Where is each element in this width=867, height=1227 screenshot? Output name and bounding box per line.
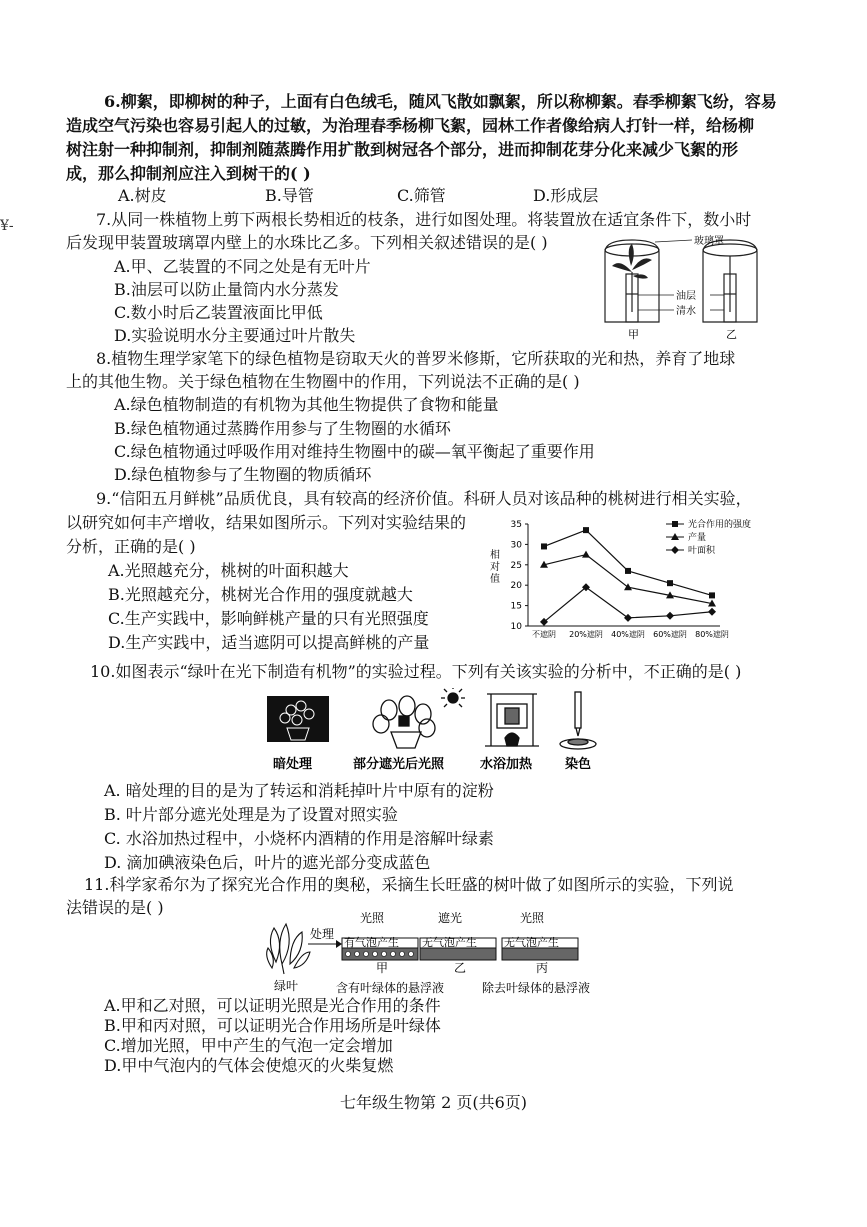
y-tick-label: 25 xyxy=(510,560,522,571)
step-water-bath-label: 水浴加热 xyxy=(480,757,533,772)
data-point-triangle xyxy=(624,583,632,590)
q9-line-1: 9.“信阳五月鲜桃”品质优良，具有较高的经济价值。科研人员对该品种的桃树进行相关实验， xyxy=(96,489,752,508)
y-tick-label: 20 xyxy=(510,581,522,592)
step-shading-label: 部分遮光后光照 xyxy=(353,757,445,772)
q6-option-b: B.导管 xyxy=(265,186,314,205)
bubble-icon xyxy=(391,952,396,957)
q9-line-3: 分析，正确的是( ) xyxy=(66,537,196,556)
bubble-icon xyxy=(346,952,351,957)
data-point-square xyxy=(672,521,678,527)
q7-option-a: A.甲、乙装置的不同之处是有无叶片 xyxy=(114,257,371,276)
x-tick-label: 60%遮阴 xyxy=(653,630,687,639)
tube-liquid xyxy=(420,948,496,960)
x-tick-label: 20%遮阴 xyxy=(569,630,603,639)
q9-option-c: C.生产实践中，影响鲜桃产量的只有光照强度 xyxy=(108,609,429,628)
q9-option-b: B.光照越充分，桃树光合作用的强度就越大 xyxy=(108,585,413,604)
q10-option-b: B. 叶片部分遮光处理是为了设置对照实验 xyxy=(104,805,398,824)
q6-line-1: 6.柳絮，即柳树的种子，上面有白色绒毛，随风飞散如飘絮，所以称柳絮。春季柳絮飞纷，容易 xyxy=(104,92,777,111)
chart-ylabel-2: 对 xyxy=(490,562,500,573)
tube-liquid xyxy=(502,948,578,960)
bubble-icon xyxy=(382,952,387,957)
tube-condition-label: 光照 xyxy=(360,912,385,925)
data-point-diamond xyxy=(671,546,679,554)
step-staining-label: 染色 xyxy=(565,757,592,772)
label-yi: 乙 xyxy=(726,328,737,341)
q11-line-2: 法错误的是( ) xyxy=(66,898,164,917)
q8-line-2: 上的其他生物。关于绿色植物在生物圈中的作用，下列说法不正确的是( ) xyxy=(66,372,580,391)
tube-name: 甲 xyxy=(376,961,389,975)
bubble-icon xyxy=(409,952,414,957)
q10-option-a: A. 暗处理的目的是为了转运和消耗掉叶片中原有的淀粉 xyxy=(104,781,494,800)
series-line xyxy=(544,555,712,604)
q10-figure xyxy=(255,688,615,778)
q9-line-chart xyxy=(480,514,780,652)
water-bath-image xyxy=(485,694,539,746)
data-point-square xyxy=(625,568,631,574)
q9-line-2: 以研究如何丰产增收，结果如图所示。下列对实验结果的 xyxy=(66,513,467,532)
q8-line-1: 8.植物生理学家笔下的绿色植物是窃取天火的普罗米修斯，它所获取的光和热，养育了地球 xyxy=(96,349,736,368)
partial-shading-image xyxy=(373,688,465,748)
x-tick-label: 不遮阴 xyxy=(532,630,556,639)
q7-line-1: 7.从同一株植物上剪下两根长势相近的枝条，进行如图处理。将装置放在适宜条件下，数小时 xyxy=(96,210,752,229)
y-tick-label: 35 xyxy=(510,520,522,530)
q7-option-b: B.油层可以防止量筒内水分蒸发 xyxy=(114,280,339,299)
dark-treatment-image xyxy=(267,696,329,742)
q6-option-c: C.筛管 xyxy=(397,186,446,205)
caption-with-chloroplast: 含有叶绿体的悬浮液 xyxy=(336,981,445,995)
q8-option-d: D.绿色植物参与了生物圈的物质循环 xyxy=(114,465,372,484)
q8-option-b: B.绿色植物通过蒸腾作用参与了生物圈的水循环 xyxy=(114,419,451,438)
data-point-diamond xyxy=(708,608,716,616)
y-tick-label: 30 xyxy=(510,540,522,551)
margin-mark: ¥- xyxy=(0,218,14,234)
data-point-square xyxy=(583,527,589,533)
q11-line-1: 11.科学家希尔为了探究光合作用的奥秘，采摘生长旺盛的树叶做了如图所示的实验，下列说 xyxy=(84,875,734,894)
leaves-icon xyxy=(267,924,310,974)
tube-text: 无气泡产生 xyxy=(504,936,559,949)
caption-without-chloroplast: 除去叶绿体的悬浮液 xyxy=(482,981,591,995)
q9-option-d: D.生产实践中，适当遮阴可以提高鲜桃的产量 xyxy=(108,633,430,652)
q11-figure xyxy=(262,912,612,996)
q11-option-d: D.甲中气泡内的气体会使熄灭的火柴复燃 xyxy=(104,1056,394,1075)
label-jia: 甲 xyxy=(628,328,639,341)
data-point-triangle xyxy=(582,551,590,558)
y-tick-label: 10 xyxy=(510,622,522,632)
x-tick-label: 40%遮阴 xyxy=(611,630,645,639)
q6-option-a: A.树皮 xyxy=(118,186,167,205)
step-dark-label: 暗处理 xyxy=(273,757,313,772)
bubble-icon xyxy=(355,952,360,957)
tube-text: 无气泡产生 xyxy=(422,936,477,949)
label-clear-water: 清水 xyxy=(676,306,696,317)
tube-liquid xyxy=(342,948,418,960)
legend-label: 产量 xyxy=(688,533,707,543)
data-point-diamond xyxy=(666,612,674,620)
leaf-label: 绿叶 xyxy=(274,979,299,993)
process-label: 处理 xyxy=(310,927,335,941)
q10-option-d: D. 滴加碘液染色后，叶片的遮光部分变成蓝色 xyxy=(104,853,431,872)
tube-name: 乙 xyxy=(454,961,467,975)
q8-option-c: C.绿色植物通过呼吸作用对维持生物圈中的碳—氧平衡起了重要作用 xyxy=(114,442,595,461)
tube-condition-label: 遮光 xyxy=(438,912,463,925)
q8-option-a: A.绿色植物制造的有机物为其他生物提供了食物和能量 xyxy=(114,395,499,414)
q7-option-d: D.实验说明水分主要通过叶片散失 xyxy=(114,326,356,345)
data-point-square xyxy=(667,580,673,586)
page-footer: 七年级生物第 2 页(共6页) xyxy=(339,1093,528,1112)
legend-label: 叶面积 xyxy=(688,546,716,556)
q10-option-c: C. 水浴加热过程中，小烧杯内酒精的作用是溶解叶绿素 xyxy=(104,829,494,848)
q10-line: 10.如图表示“绿叶在光下制造有机物”的实验过程。下列有关该实验的分析中，不正确的是( ) xyxy=(90,662,742,681)
bubble-icon xyxy=(400,952,405,957)
bubble-icon xyxy=(373,952,378,957)
chart-ylabel-1: 相 xyxy=(490,550,500,561)
data-point-square xyxy=(709,592,715,598)
q11-option-c: C.增加光照，甲中产生的气泡一定会增加 xyxy=(104,1036,393,1055)
legend-label: 光合作用的强度 xyxy=(688,520,752,530)
q9-option-a: A.光照越充分，桃树的叶面积越大 xyxy=(108,561,349,580)
q7-figure xyxy=(600,232,770,344)
arrow-head-icon xyxy=(336,940,342,948)
data-point-square xyxy=(541,543,547,549)
bubble-icon xyxy=(364,952,369,957)
label-glass-jar: 玻璃罩 xyxy=(694,236,724,247)
chart-ylabel-3: 值 xyxy=(490,574,500,585)
q6-line-2: 造成空气污染也容易引起人的过敏，为治理春季杨柳飞絮，园林工作者像给病人打针一样，给杨柳 xyxy=(66,116,755,135)
tube-text: 有气泡产生 xyxy=(344,936,399,949)
tube-condition-label: 光照 xyxy=(520,912,545,925)
q11-option-b: B.甲和丙对照，可以证明光合作用场所是叶绿体 xyxy=(104,1016,441,1035)
y-tick-label: 15 xyxy=(510,601,522,612)
q7-option-c: C.数小时后乙装置液面比甲低 xyxy=(114,303,323,322)
label-oil-layer: 油层 xyxy=(676,291,696,302)
staining-image xyxy=(560,692,596,749)
q6-line-4: 成，那么抑制剂应注入到树干的( ) xyxy=(66,164,311,183)
data-point-diamond xyxy=(624,614,632,622)
q11-option-a: A.甲和乙对照，可以证明光照是光合作用的条件 xyxy=(104,996,441,1015)
q7-line-2: 后发现甲装置玻璃罩内壁上的水珠比乙多。下列相关叙述错误的是( ) xyxy=(66,233,548,252)
q6-option-d: D.形成层 xyxy=(533,186,599,205)
tube-name: 丙 xyxy=(536,961,549,975)
q6-line-3: 树注射一种抑制剂，抑制剂随蒸腾作用扩散到树冠各个部分，进而抑制花芽分化来减少飞絮的形 xyxy=(66,140,739,159)
x-tick-label: 80%遮阴 xyxy=(695,630,729,639)
